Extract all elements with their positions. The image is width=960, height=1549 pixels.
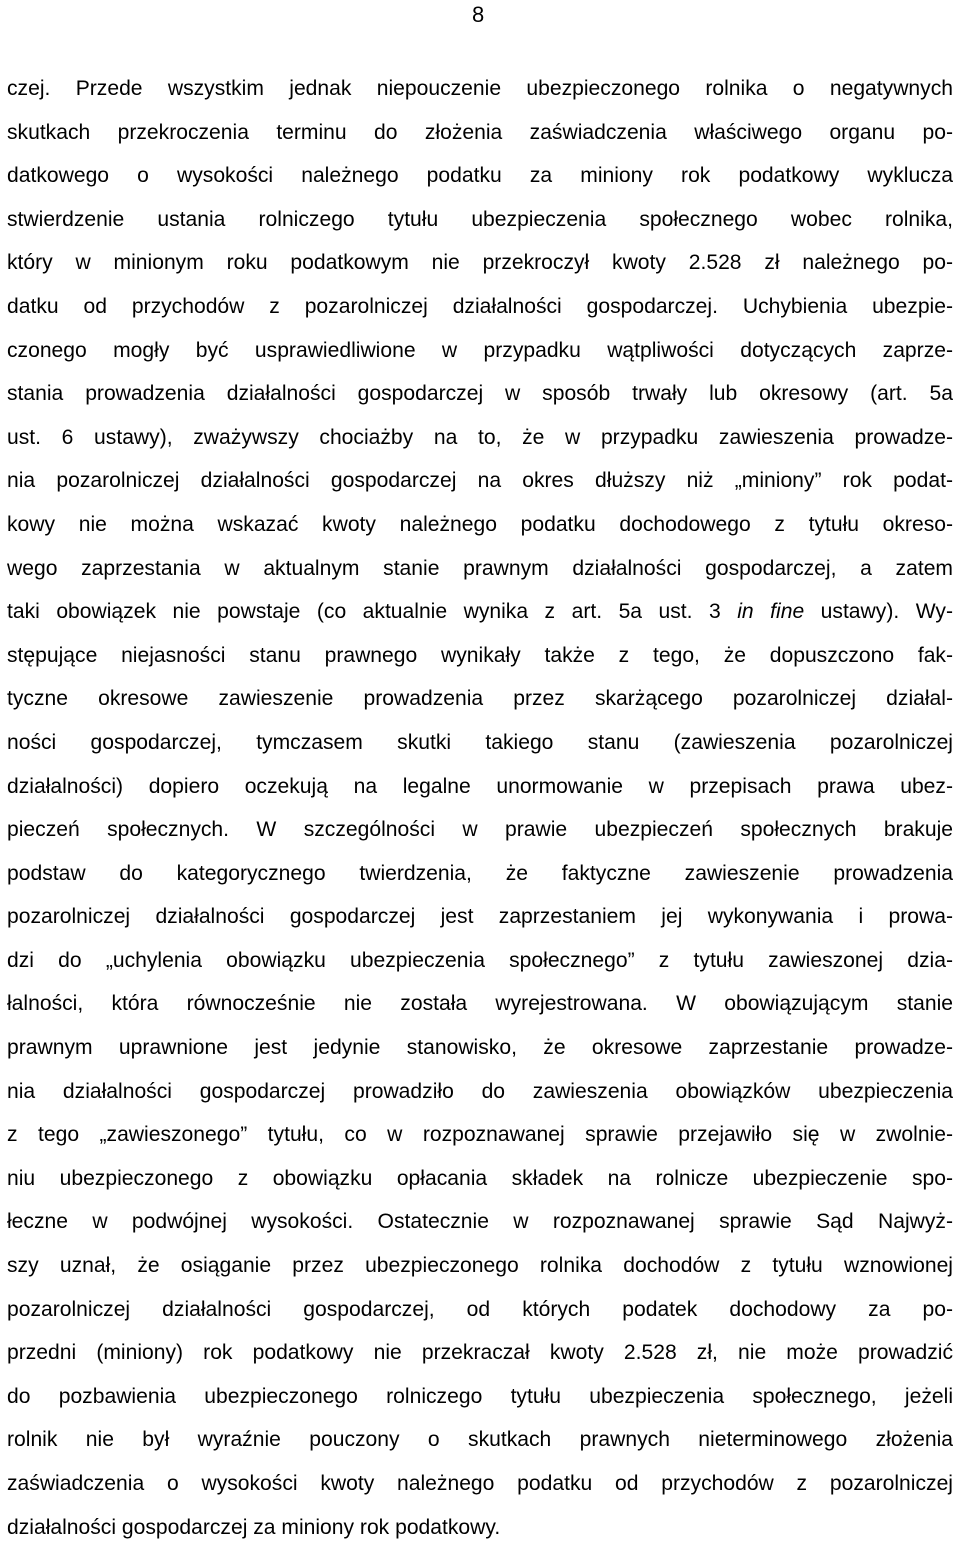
text-line: ust. 6 ustawy), zważywszy chociażby na to, że w przypadku zawieszenia prowadze-	[7, 425, 953, 449]
text-line: wego zaprzestania w aktualnym stanie prawnym działalności gospodarczej, a zatem	[7, 556, 953, 580]
text-line: nia pozarolniczej działalności gospodarczej na okres dłuższy niż „miniony” rok podat-	[7, 469, 953, 493]
page-number: 8	[472, 2, 485, 27]
text-line: czej. Przede wszystkim jednak niepouczenie ubezpieczonego rolnika o negatywnych	[7, 77, 953, 100]
text-line: kowy nie można wskazać kwoty należnego podatku dochodowego z tytułu okreso-	[7, 512, 953, 536]
text-line: ności gospodarczej, tymczasem skutki takiego stanu (zawieszenia pozarolniczej	[7, 730, 953, 754]
text-line: rolnik nie był wyraźnie pouczony o skutkach prawnych nieterminowego złożenia	[7, 1428, 953, 1452]
text-line: przedni (miniony) rok podatkowy nie przekraczał kwoty 2.528 zł, nie może prowadzić	[7, 1341, 953, 1365]
text-line: zaświadczenia o wysokości kwoty należnego podatku od przychodów z pozarolniczej	[7, 1472, 953, 1495]
text-line: pozarolniczej działalności gospodarczej, od których podatek dochodowy za po-	[7, 1297, 953, 1321]
text-line: dzi do „uchylenia obowiązku ubezpieczenia społecznego” z tytułu zawieszonej dzia-	[7, 948, 953, 972]
text-line: z tego „zawieszonego” tytułu, co w rozpoznawanej sprawie przejawiło się w zwolnie-	[7, 1123, 953, 1147]
text-line-with-italic	[7, 590, 953, 634]
text-line: prawnym uprawnione jest jedynie stanowisko, że okresowe zaprzestanie prowadze-	[7, 1036, 953, 1060]
text-line: stania prowadzenia działalności gospodarczej w sposób trwały lub okresowy (art. 5a	[7, 382, 953, 406]
text-line: pozarolniczej działalności gospodarczej jest zaprzestaniem jej wykonywania i prowa-	[7, 905, 953, 929]
body-text	[7, 67, 953, 1549]
text-line: niu ubezpieczonego z obowiązku opłacania składek na rolnicze ubezpieczenie spo-	[7, 1166, 953, 1190]
text-line: szy uznał, że osiąganie przez ubezpieczonego rolnika dochodów z tytułu wznowionej	[7, 1254, 953, 1278]
text-segment: taki obowiązek nie powstaje (co aktualnie wynika z art. 5a ust. 3	[7, 600, 738, 624]
text-line: tyczne okresowe zawieszenie prowadzenia przez skarżącego pozarolniczej działal-	[7, 687, 953, 711]
text-segment: ustawy). Wy-	[804, 600, 953, 624]
text-line: czonego mogły być usprawiedliwione w przypadku wątpliwości dotyczących zaprze-	[7, 338, 953, 362]
text-line: łeczne w podwójnej wysokości. Ostatecznie w rozpoznawanej sprawie Sąd Najwyż-	[7, 1210, 953, 1234]
italic-phrase: in fine	[737, 600, 805, 624]
text-line: datkowego o wysokości należnego podatku za miniony rok podatkowy wyklucza	[7, 164, 953, 188]
text-line: który w minionym roku podatkowym nie przekroczył kwoty 2.528 zł należnego po-	[7, 251, 953, 275]
text-line: do pozbawienia ubezpieczonego rolniczego tytułu ubezpieczenia społecznego, jeżeli	[7, 1384, 953, 1408]
text-line: datku od przychodów z pozarolniczej działalności gospodarczej. Uchybienia ubezpie-	[7, 294, 953, 318]
text-line: łalności, która równocześnie nie została wyrejestrowana. W obowiązującym stanie	[7, 992, 953, 1016]
text-line: stwierdzenie ustania rolniczego tytułu ubezpieczenia społecznego wobec rolnika,	[7, 207, 953, 231]
text-line: skutkach przekroczenia terminu do złożenia zaświadczenia właściwego organu po-	[7, 120, 953, 144]
text-line: podstaw do kategorycznego twierdzenia, że faktyczne zawieszenie prowadzenia	[7, 861, 953, 885]
text-line: nia działalności gospodarczej prowadziło do zawieszenia obowiązków ubezpieczenia	[7, 1079, 953, 1103]
text-line: działalności gospodarczej za miniony rok podatkowy.	[7, 1515, 501, 1539]
text-line: pieczeń społecznych. W szczególności w prawie ubezpieczeń społecznych brakuje	[7, 818, 953, 842]
text-line: stępujące niejasności stanu prawnego wynikały także z tego, że dopuszczono fak-	[7, 643, 953, 667]
text-line: działalności) dopiero oczekują na legalne unormowanie w przepisach prawa ubez-	[7, 774, 953, 798]
